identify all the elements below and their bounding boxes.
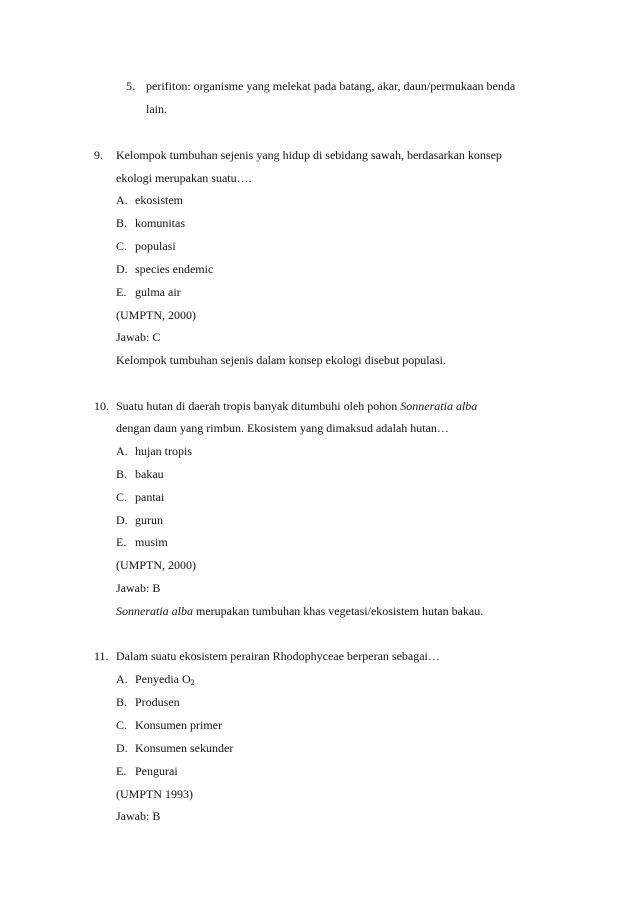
option-e: E. Pengurai xyxy=(116,764,178,778)
question-number: 9. xyxy=(94,148,103,162)
question-text-line-1: Suatu hutan di daerah tropis banyak ditumbuhi oleh pohon Sonneratia alba xyxy=(116,399,478,413)
species-name: Sonneratia alba xyxy=(400,399,478,413)
species-name: Sonneratia alba xyxy=(116,604,193,618)
option-d: D. Konsumen sekunder xyxy=(116,741,234,755)
option-e: E. musim xyxy=(116,535,168,549)
question-number: 10. xyxy=(94,399,109,413)
question-text-line-1: Kelompok tumbuhan sejenis yang hidup di sebidang sawah, berdasarkan konsep xyxy=(116,148,502,162)
option-e: E. gulma air xyxy=(116,285,181,299)
option-b: B. komunitas xyxy=(116,216,185,230)
question-text-line-2: dengan daun yang rimbun. Ekosistem yang dimaksud adalah hutan… xyxy=(116,421,449,435)
answer: Jawab: B xyxy=(116,581,161,595)
explanation: Kelompok tumbuhan sejenis dalam konsep ekologi disebut populasi. xyxy=(116,353,446,367)
option-c: C. Konsumen primer xyxy=(116,718,222,732)
subscript: 2 xyxy=(190,678,195,687)
source-citation: (UMPTN, 2000) xyxy=(116,308,196,322)
question-number: 11. xyxy=(94,649,109,663)
source-citation: (UMPTN 1993) xyxy=(116,787,193,801)
option-c: C. pantai xyxy=(116,490,165,504)
option-a: A. hujan tropis xyxy=(116,444,192,458)
question-text-line-1: Dalam suatu ekosistem perairan Rhodophyceae berperan sebagai… xyxy=(116,649,440,663)
answer: Jawab: C xyxy=(116,330,161,344)
question-text-line-2: ekologi merupakan suatu…. xyxy=(116,171,252,185)
explanation: Sonneratia alba merupakan tumbuhan khas vegetasi/ekosistem hutan bakau. xyxy=(116,604,484,618)
continuation-line-2: lain. xyxy=(146,102,167,116)
option-b: B. bakau xyxy=(116,467,164,481)
option-d: D. gurun xyxy=(116,513,163,527)
option-a: A. Penyedia $O_2$ xyxy=(116,672,195,687)
option-c: C. populasi xyxy=(116,239,176,253)
option-b: B. Produsen xyxy=(116,695,180,709)
option-a: A. ekosistem xyxy=(116,193,183,207)
continuation-number: 5. xyxy=(126,79,135,93)
source-citation: (UMPTN, 2000) xyxy=(116,558,196,572)
continuation-line-1: perifiton: organisme yang melekat pada batang, akar, daun/permukaan benda xyxy=(146,79,516,93)
option-d: D. species endemic xyxy=(116,262,214,276)
answer: Jawab: B xyxy=(116,809,161,823)
